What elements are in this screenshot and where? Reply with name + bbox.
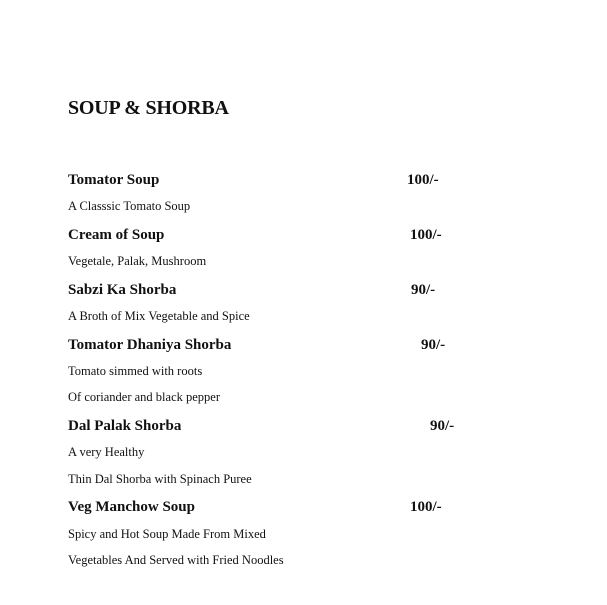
item-name: Veg Manchow Soup (68, 499, 195, 515)
item-description: A very Healthy (68, 445, 145, 459)
item-description: Thin Dal Shorba with Spinach Puree (68, 472, 252, 486)
section-title: SOUP & SHORBA (68, 97, 229, 119)
item-description: A Broth of Mix Vegetable and Spice (68, 309, 250, 323)
item-description: Vegetables And Served with Fried Noodles (68, 553, 284, 567)
item-name: Dal Palak Shorba (68, 418, 182, 434)
item-name: Cream of Soup (68, 227, 165, 243)
item-price: 100/- (410, 227, 442, 243)
item-price: 100/- (407, 172, 439, 188)
item-price: 90/- (430, 418, 455, 434)
item-price: 90/- (411, 282, 436, 298)
item-description: Vegetale, Palak, Mushroom (68, 254, 207, 268)
item-price: 100/- (410, 499, 442, 515)
item-name: Sabzi Ka Shorba (68, 282, 177, 298)
item-price: 90/- (421, 337, 446, 353)
item-description: Tomato simmed with roots (68, 364, 203, 378)
item-name: Tomator Dhaniya Shorba (68, 337, 232, 353)
item-description: Of coriander and black pepper (68, 390, 221, 404)
item-description: Spicy and Hot Soup Made From Mixed (68, 527, 266, 541)
item-description: A Classsic Tomato Soup (68, 199, 191, 213)
item-name: Tomator Soup (68, 172, 160, 188)
